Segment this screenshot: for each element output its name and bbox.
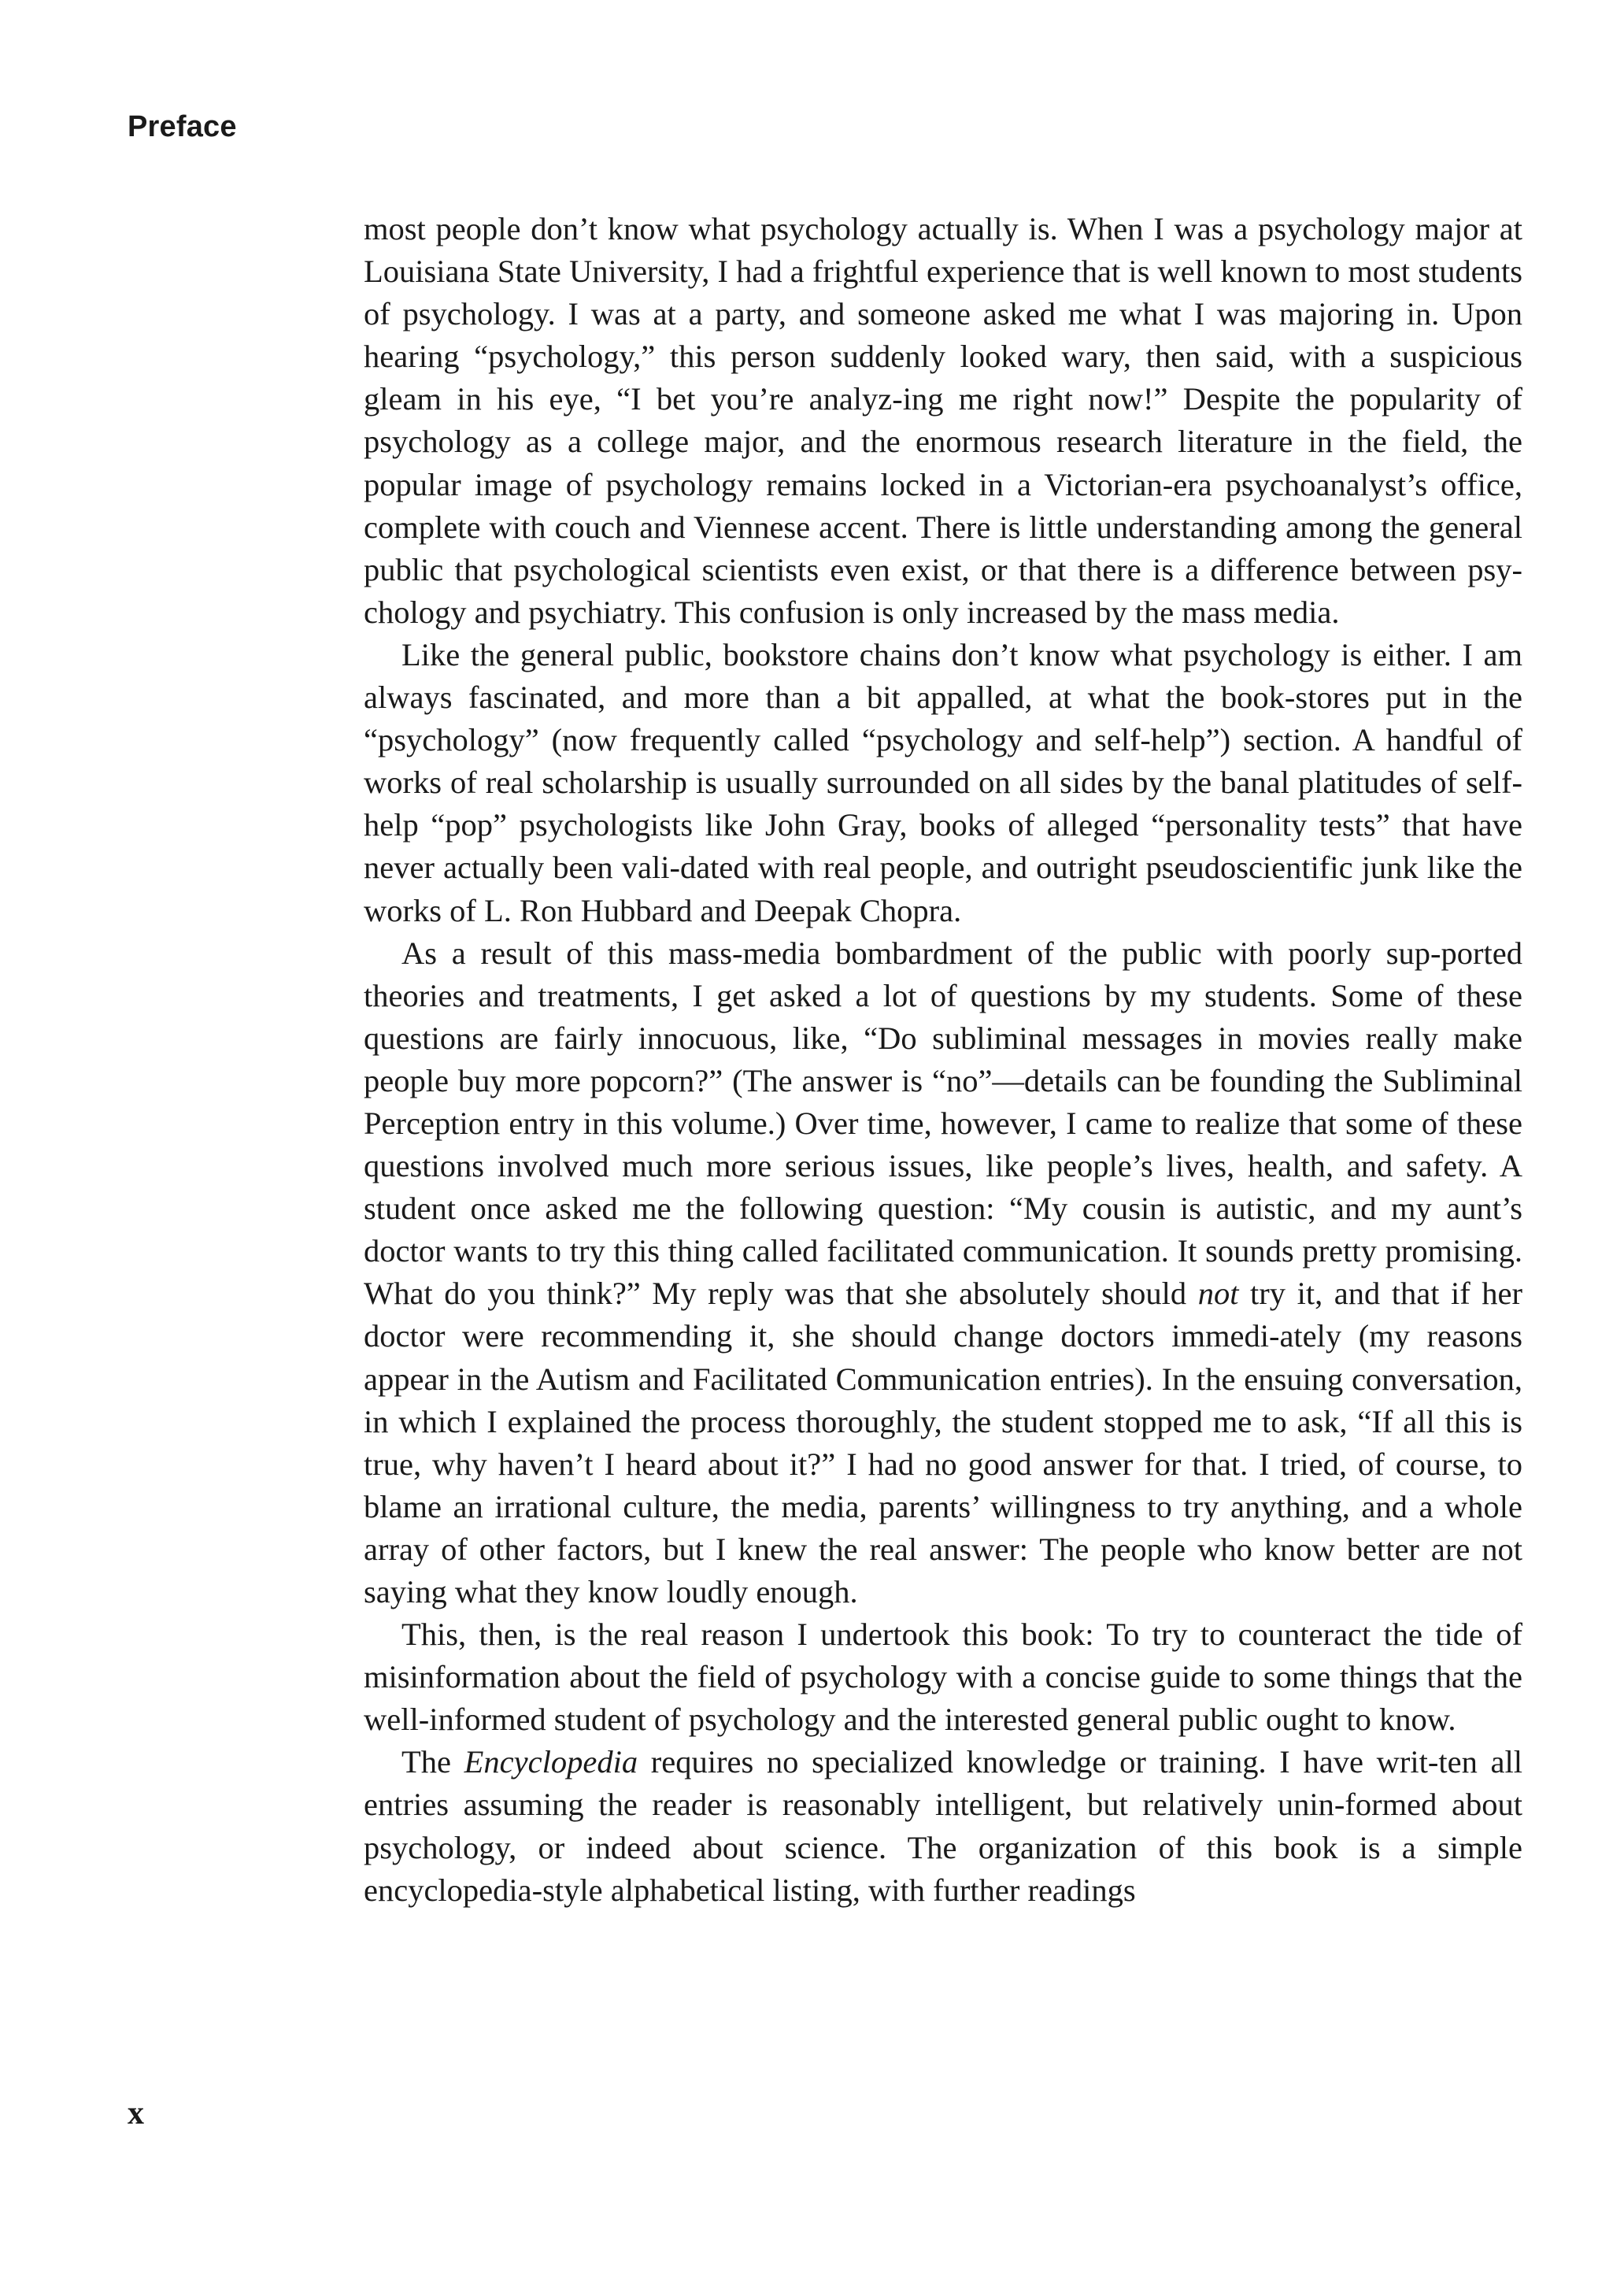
paragraph-5: [364, 1741, 1522, 1911]
paragraph-5-book-title: Encyclopedia: [464, 1744, 638, 1780]
paragraph-3: [364, 932, 1522, 1614]
paragraph-2: Like the general public, bookstore chains don’t know what psychology is either. I am always fascinated, and more than a bit appalled, at what the book-stores put in the “psychology” (now frequently called “psychology and self-help”) section. A handful of works of real scholarship is usually surrounded on all sides by the banal platitudes of self-help “pop” psychologists like John Gray, books of alleged “personality tests” that have never actually been vali-dated with real people, and outright pseudoscientific junk like the works of L. Ron Hubbard and Deepak Chopra.: [364, 636, 1522, 928]
body-text: [364, 208, 1522, 1912]
paragraph-3-part-2: try it, and that if her doctor were recommending it, she should change doctors immedi-ately (my reasons appear in the Autism and Facilitated Communication entries). In the ensuing conversation, in which I explained the process thoroughly, the student stopped me to ask, “If all this is true, why haven’t I heard about it?” I had no good answer for that. I tried, of course, to blame an irrational culture, the media, parents’ willingness to try anything, and a whole array of other factors, but I knew the real answer: The people who know better are not saying what they know loudly enough.: [364, 1276, 1522, 1609]
page-number: x: [128, 2095, 144, 2131]
paragraph-3-emphasis: not: [1197, 1276, 1239, 1312]
paragraph-5-part-2: requires no specialized knowledge or training. I have writ-ten all entries assuming the reader is reasonably intelligent, but relatively unin-formed about psychology, or indeed about science. The organization of this book is a simple encyclopedia-style alphabetical listing, with further readings: [364, 1744, 1523, 1908]
paragraph-4: This, then, is the real reason I undertook this book: To try to counteract the tide of misinformation about the field of psychology with a concise guide to some things that the well-informed student of psychology and the interested general public ought to know.: [364, 1617, 1522, 1738]
paragraph-1: most people don’t know what psychology actually is. When I was a psychology major at Louisiana State University, I had a frightful experience that is well known to most students of psychology. I was at a party, and someone asked me what I was majoring in. Upon hearing “psychology,” this person suddenly looked wary, then said, with a suspicious gleam in his eye, “I bet you’re analyz-ing me right now!” Despite the popularity of psychology as a college major, and the enormous research literature in the field, the popular image of psychology remains locked in a Victorian-era psychoanalyst’s office, complete with couch and Viennese accent. There is little understanding among the general public that psychological scientists even exist, or that there is a difference between psy-chology and psychiatry. This confusion is only increased by the mass media.: [364, 211, 1522, 630]
paragraph-5-part-1: The: [401, 1744, 464, 1780]
running-head: Preface: [128, 110, 237, 143]
paragraph-3-part-1: As a result of this mass-media bombardment of the public with poorly sup-ported theories and treatments, I get asked a lot of questions by my students. Some of these questions are fairly innocuous, like, “Do subliminal messages in movies really make people buy more popcorn?” (The answer is “no”—details can be founding the Subliminal Perception entry in this volume.) Over time, however, I came to realize that some of these questions involved much more serious issues, like people’s lives, health, and safety. A student once asked me the following question: “My cousin is autistic, and my aunt’s doctor wants to try this thing called facilitated communication. It sounds pretty promising. What do you think?” My reply was that she absolutely should: [364, 935, 1522, 1312]
